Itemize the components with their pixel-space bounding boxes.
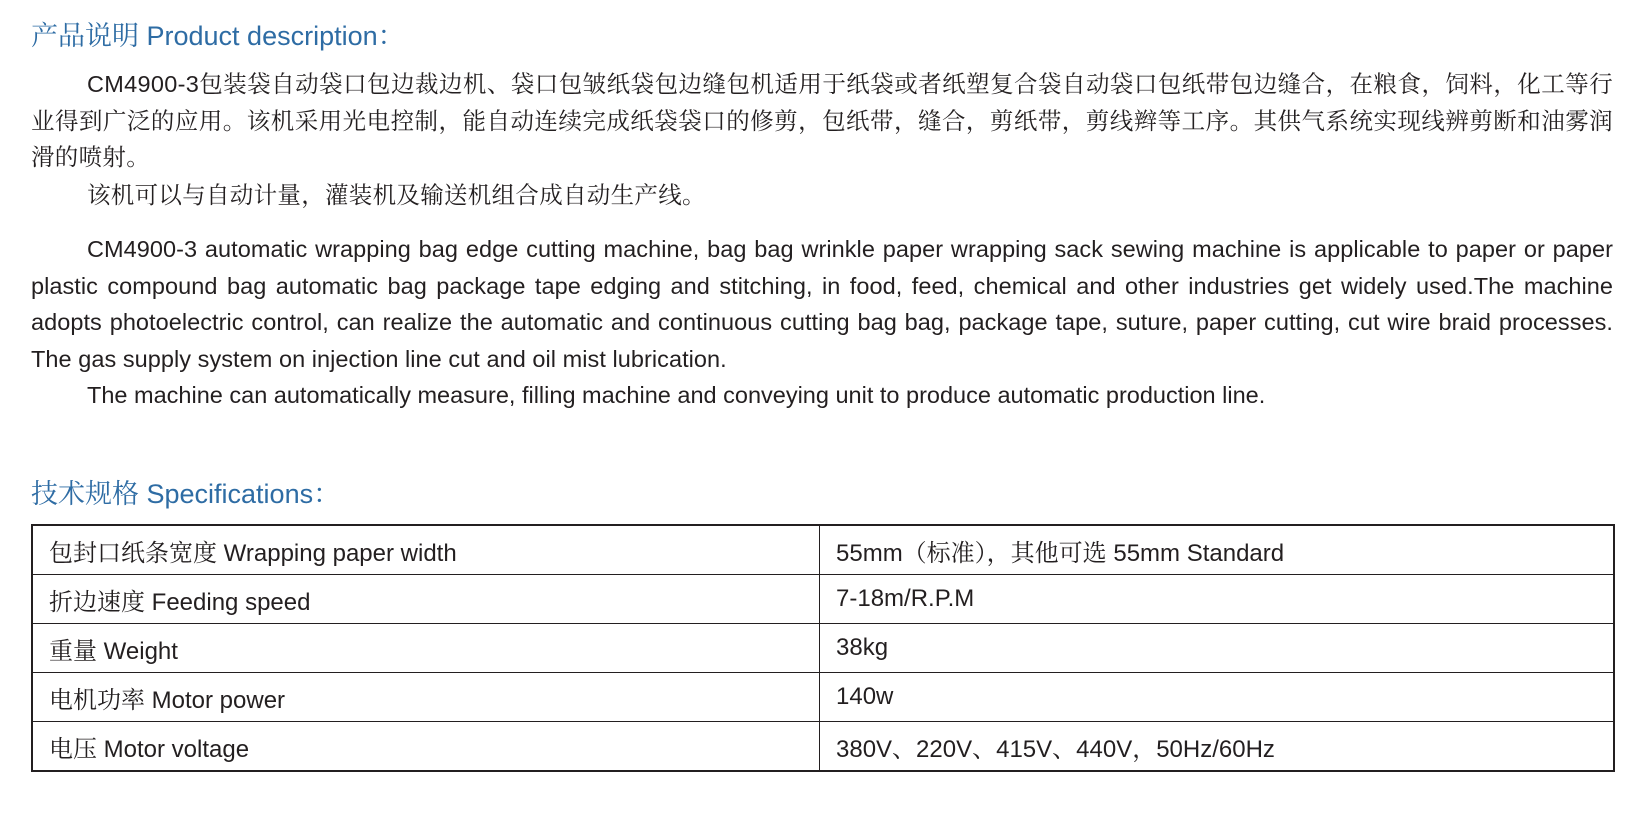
spec-label-feeding-speed: 折边速度 Feeding speed (32, 575, 820, 624)
spec-label-motor-power: 电机功率 Motor power (32, 673, 820, 722)
description-paragraph-en-1: CM4900-3 automatic wrapping bag edge cutting machine, bag bag wrinkle paper wrapping sack sewing machine is applicable to paper or paper plastic compound bag automatic bag package tape edging and stitching, in food, feed, chemical and other industries get widely used.The machine adopts photoelectric control, can realize the automatic and continuous cutting bag bag, package tape, suture, paper cutting, cut wire braid processes. The gas supply system on injection line cut and oil mist lubrication. (31, 236, 1613, 372)
table-row (32, 525, 1614, 575)
spec-value-motor-power: 140w (820, 673, 1615, 722)
spec-label-motor-voltage: 电压 Motor voltage (32, 722, 820, 772)
spec-value-paper-width: 55mm（标准），其他可选 55mm Standard (820, 525, 1615, 575)
spec-value-feeding-speed: 7-18m/R.P.M (820, 575, 1615, 624)
table-row (32, 624, 1614, 673)
spec-label-weight: 重量 Weight (32, 624, 820, 673)
description-paragraph-zh-2: 该机可以与自动计量，灌装机及输送机组合成自动生产线。 (87, 182, 706, 208)
spec-value-motor-voltage: 380V、220V、415V、440V，50Hz/60Hz (820, 722, 1615, 772)
description-paragraph-zh-1: CM4900-3包装袋自动袋口包边裁边机、袋口包皱纸袋包边缝包机适用于纸袋或者纸塑复合袋自动袋口包纸带包边缝合，在粮食，饲料，化工等行业得到广泛的应用。该机采用光电控制，能自动连续完成纸袋袋口的修剪，包纸带，缝合，剪纸带，剪线辫等工序。其供气系统实现线辨剪断和油雾润滑的喷射。 (31, 71, 1613, 170)
table-row (32, 673, 1614, 722)
specifications-heading: 技术规格 Specifications： (31, 479, 341, 509)
spec-value-weight: 38kg (820, 624, 1615, 673)
spec-label-paper-width: 包封口纸条宽度 Wrapping paper width (32, 525, 820, 575)
table-row (32, 722, 1614, 772)
table-row (32, 575, 1614, 624)
specifications-table (31, 524, 1615, 772)
description-paragraph-en-2: The machine can automatically measure, filling machine and conveying unit to produce automatic production line. (87, 382, 1266, 408)
product-description-heading: 产品说明 Product description： (31, 21, 405, 51)
